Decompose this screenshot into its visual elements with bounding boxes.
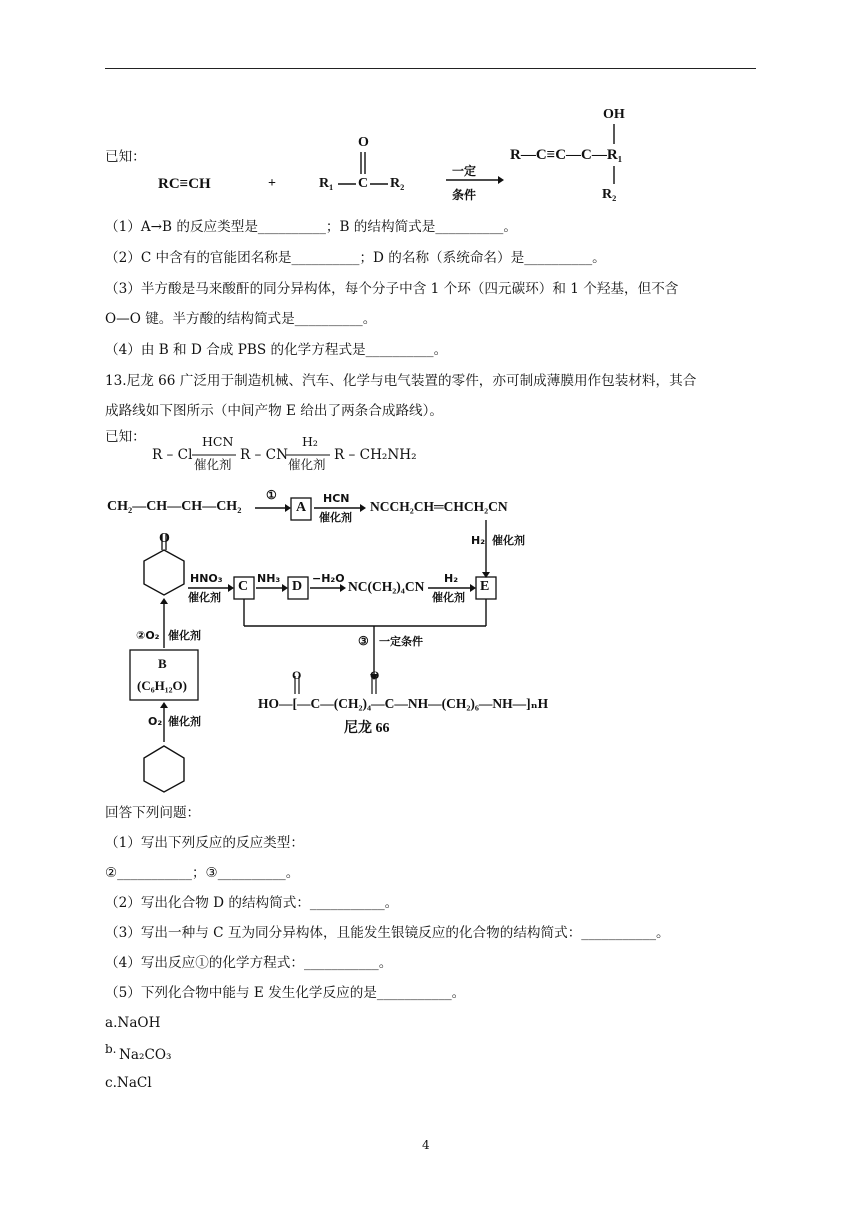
option-b-label: b.	[105, 1042, 117, 1056]
hno3-label: HNO₃	[190, 572, 223, 585]
answer-q5: （5）下列化合物中能与 E 发生化学反应的是___________。	[105, 985, 466, 1001]
answer-q2: （2）写出化合物 D 的结构简式：___________。	[105, 895, 399, 911]
step-3: ③	[358, 634, 369, 648]
dinitrile: NCCH₂CH═CHCH₂CN	[370, 499, 508, 514]
answer-q4: （4）写出反应①的化学方程式：___________。	[105, 955, 393, 971]
q12-part3a: （3）半方酸是马来酸酐的同分异构体，每个分子中含 1 个环（四元碳环）和 1 个羟基，但不含	[105, 281, 679, 297]
cond-top: 一定	[452, 164, 477, 178]
known2-cat1: 催化剂	[194, 457, 232, 472]
box-C-label: C	[238, 579, 249, 594]
reaction-arrow-1	[444, 175, 504, 185]
nh3-label: NH₃	[257, 572, 281, 585]
option-a: a.NaOH	[105, 1015, 161, 1031]
answer-q3: （3）写出一种与 C 互为同分异构体，且能发生银镜反应的化合物的结构简式：___________。	[105, 925, 670, 941]
known2-H2: H₂	[302, 434, 318, 449]
h2-label-2: H₂	[444, 572, 459, 585]
o2-label: O₂	[148, 715, 163, 728]
q13-intro-b: 成路线如下图所示（中间产物 E 给出了两条合成路线）。	[105, 403, 444, 419]
box-D-label: D	[292, 579, 303, 594]
cat-label-2: 催化剂	[492, 534, 525, 547]
known2-label: 已知：	[105, 429, 146, 445]
ketone-O: O	[358, 135, 369, 150]
option-c: c.NaCl	[105, 1075, 152, 1091]
box-A-label: A	[296, 500, 307, 515]
nylon-O1: O	[292, 668, 302, 682]
nylon-O2: O	[370, 668, 380, 682]
q12-part1: （1）A→B 的反应类型是__________；B 的结构简式是__________。	[105, 219, 517, 235]
butadiene: CH₂—CH—CH—CH₂	[107, 499, 242, 514]
nylon-formula: HO—[—C—(CH₂)₄—C—NH—(CH₂)₆—NH—]ₙH	[258, 696, 549, 711]
minus-h2o-label: −H₂O	[312, 572, 345, 585]
cat-label-5: 催化剂	[168, 629, 201, 642]
known2-cat2: 催化剂	[288, 457, 326, 472]
known2-RCl: R – Cl	[152, 447, 193, 463]
q13-intro-a: 13.尼龙 66 广泛用于制造机械、汽车、化学与电气装置的零件，亦可制成薄膜用作包装材料，其合	[105, 373, 697, 389]
known2-RCH2NH2: R – CH₂NH₂	[334, 447, 417, 463]
plus-sign: +	[268, 176, 276, 191]
cat-label-1: 催化剂	[319, 511, 352, 524]
box-B-formula: (C₆H₁₂O)	[137, 678, 187, 693]
cat-label-6: 催化剂	[168, 715, 201, 728]
known-label: 已知：	[105, 149, 146, 165]
product-R2: R₂	[602, 187, 617, 202]
header-rule	[105, 68, 756, 69]
cat-label-3: 催化剂	[188, 591, 221, 604]
step-2-label: ②O₂	[136, 629, 160, 642]
q12-part4: （4）由 B 和 D 合成 PBS 的化学方程式是__________。	[105, 342, 448, 358]
cat-label-4: 催化剂	[432, 591, 465, 604]
product-bonds	[600, 120, 630, 190]
answers-intro: 回答下列问题：	[105, 805, 201, 821]
box-B-label: B	[158, 656, 167, 671]
q12-part2: （2）C 中含有的官能团名称是__________；D 的名称（系统命名）是__________。	[105, 250, 606, 266]
option-b: Na₂CO₃	[119, 1047, 172, 1063]
h2-label-1: H₂	[471, 534, 486, 547]
hcn-label: HCN	[323, 492, 350, 505]
adiponitrile: NC(CH₂)₄CN	[348, 579, 425, 594]
ketone-C: C	[358, 176, 369, 191]
answer-q1-blanks: ②___________；③__________。	[105, 865, 300, 881]
known2-lines	[190, 452, 340, 458]
step-1: ①	[266, 488, 277, 502]
cond3-label: 一定条件	[379, 635, 423, 648]
answer-q1: （1）写出下列反应的反应类型：	[105, 835, 304, 851]
ketone-R2: R₂	[390, 176, 405, 191]
known2-RCN: R – CN	[240, 447, 288, 463]
product-OH: OH	[603, 107, 625, 122]
nylon-name: 尼龙 66	[344, 721, 390, 736]
product-chain: R—C≡C—C—R₁	[510, 147, 623, 163]
known2-HCN: HCN	[202, 434, 234, 449]
q12-part3b: O—O 键。半方酸的结构简式是__________。	[105, 311, 377, 327]
box-E-label: E	[480, 579, 490, 594]
alkyne: RC≡CH	[158, 176, 211, 192]
ketone-R1: R₁	[319, 176, 334, 191]
ketone-O-label: O	[159, 531, 170, 546]
ketone-bonds	[300, 130, 440, 210]
page-number: 4	[422, 1138, 430, 1152]
cond-bottom: 条件	[452, 188, 477, 202]
